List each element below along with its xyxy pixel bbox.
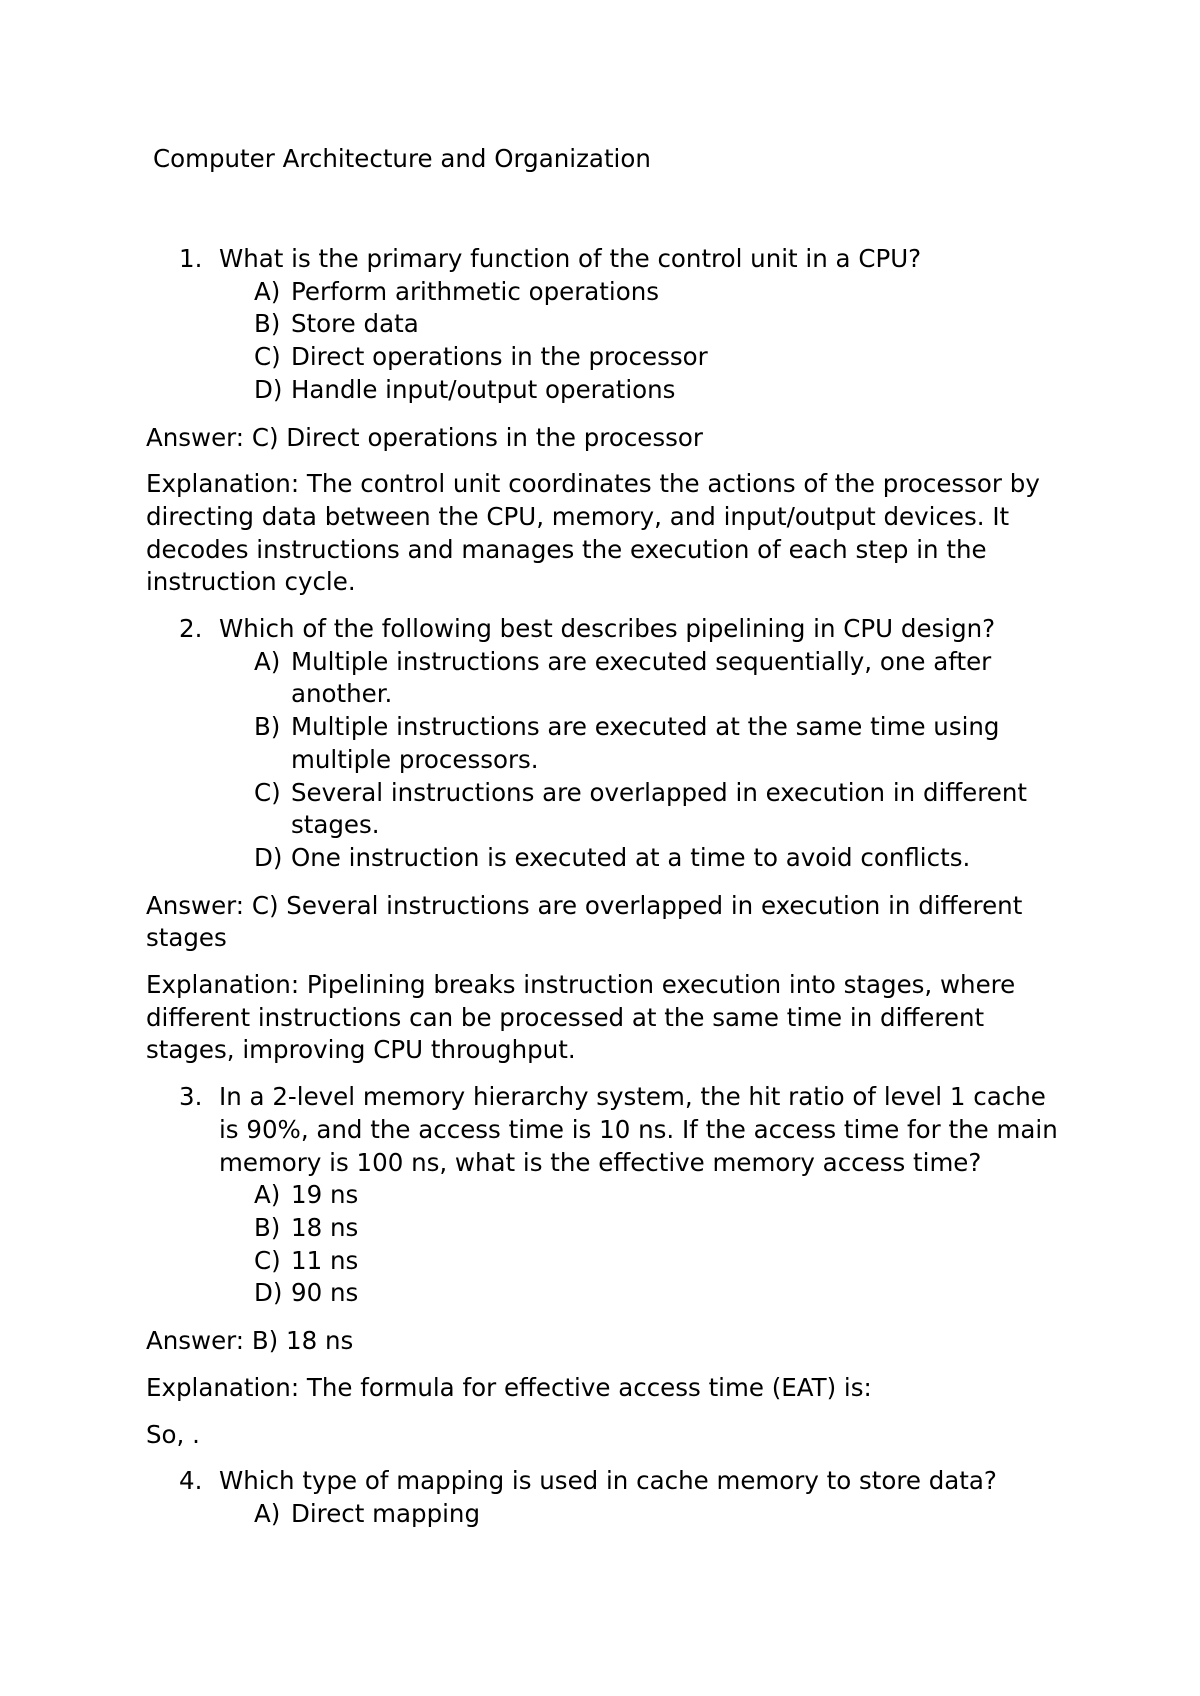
- option-text: One instruction is executed at a time to avoid conflicts.: [291, 842, 971, 872]
- question-3-explanation: Explanation: The formula for effective access time (EAT) is:: [146, 1372, 872, 1402]
- option-label: A): [254, 1180, 281, 1210]
- question-number: 1.: [179, 244, 203, 273]
- option-d: [254, 842, 1066, 875]
- option-a: [254, 1498, 1066, 1531]
- option-text: Several instructions are overlapped in execution in different stages.: [291, 777, 1027, 840]
- question-3-answer: Answer: B) 18 ns: [146, 1326, 354, 1356]
- option-label: C): [254, 777, 281, 807]
- option-label: B): [254, 712, 281, 742]
- question-4-options: [254, 1498, 1066, 1531]
- question-number: 3.: [179, 1082, 203, 1112]
- option-text: Multiple instructions are executed sequentially, one after another.: [291, 646, 992, 709]
- question-1-options: [254, 276, 1066, 407]
- option-d: [254, 374, 1066, 407]
- option-text: Direct mapping: [291, 1498, 481, 1528]
- document-body: [146, 243, 1066, 1531]
- question-text: In a 2-level memory hierarchy system, the hit ratio of level 1 cache is 90%, and the access time is 10 ns. If the access time for the main memory is 100 ns, what is the effective memory access time?: [219, 1082, 1058, 1177]
- question-3-extra: So, .: [146, 1419, 200, 1449]
- option-c: [254, 341, 1066, 374]
- question-1-answer: Answer: C) Direct operations in the processor: [146, 422, 703, 452]
- question-1-explanation: Explanation: The control unit coordinates the actions of the processor by directing data between the CPU, memory, and input/output devices. It decodes instructions and manages the execution of each step in the instruction cycle.: [146, 469, 1040, 597]
- question-text: Which of the following best describes pipelining in CPU design?: [219, 614, 996, 644]
- option-text: Direct operations in the processor: [291, 342, 708, 372]
- option-label: D): [254, 1278, 283, 1308]
- question-3: [179, 1081, 1066, 1179]
- option-c: [254, 1245, 1066, 1278]
- option-text: Multiple instructions are executed at the same time using multiple processors.: [291, 712, 1000, 774]
- question-2-options: [254, 646, 1066, 875]
- option-label: A): [254, 276, 281, 306]
- question-4: [179, 1465, 1066, 1498]
- option-b: [254, 1212, 1066, 1245]
- option-label: A): [254, 646, 281, 676]
- option-label: B): [254, 309, 281, 339]
- option-text: 90 ns: [291, 1278, 359, 1308]
- question-3-options: [254, 1179, 1066, 1310]
- option-label: D): [254, 374, 283, 404]
- option-text: Perform arithmetic operations: [291, 276, 659, 306]
- option-text: Store data: [291, 309, 419, 339]
- option-text: 11 ns: [291, 1245, 359, 1275]
- option-text: 18 ns: [291, 1212, 359, 1242]
- option-label: B): [254, 1212, 281, 1242]
- option-b: [254, 711, 1066, 776]
- option-a: [254, 646, 1066, 711]
- document-title: Computer Architecture and Organization: [153, 144, 651, 173]
- option-a: [254, 276, 1066, 309]
- option-c: [254, 777, 1066, 842]
- option-label: C): [254, 1245, 281, 1275]
- question-1: [179, 243, 1066, 276]
- option-b: [254, 308, 1066, 341]
- option-a: [254, 1179, 1066, 1212]
- option-label: C): [254, 342, 281, 372]
- option-text: 19 ns: [291, 1180, 359, 1210]
- option-text: Handle input/output operations: [291, 374, 676, 404]
- question-number: 4.: [179, 1466, 203, 1496]
- question-2: [179, 613, 1066, 646]
- question-2-answer: Answer: C) Several instructions are overlapped in execution in different stages: [146, 890, 1023, 953]
- question-number: 2.: [179, 614, 203, 644]
- question-text: What is the primary function of the control unit in a CPU?: [219, 244, 922, 273]
- option-label: D): [254, 842, 283, 872]
- option-d: [254, 1277, 1066, 1310]
- question-2-explanation: Explanation: Pipelining breaks instruction execution into stages, where different instructions can be processed at the same time in different stages, improving CPU throughput.: [146, 970, 1016, 1065]
- option-label: A): [254, 1498, 281, 1528]
- question-text: Which type of mapping is used in cache memory to store data?: [219, 1466, 997, 1496]
